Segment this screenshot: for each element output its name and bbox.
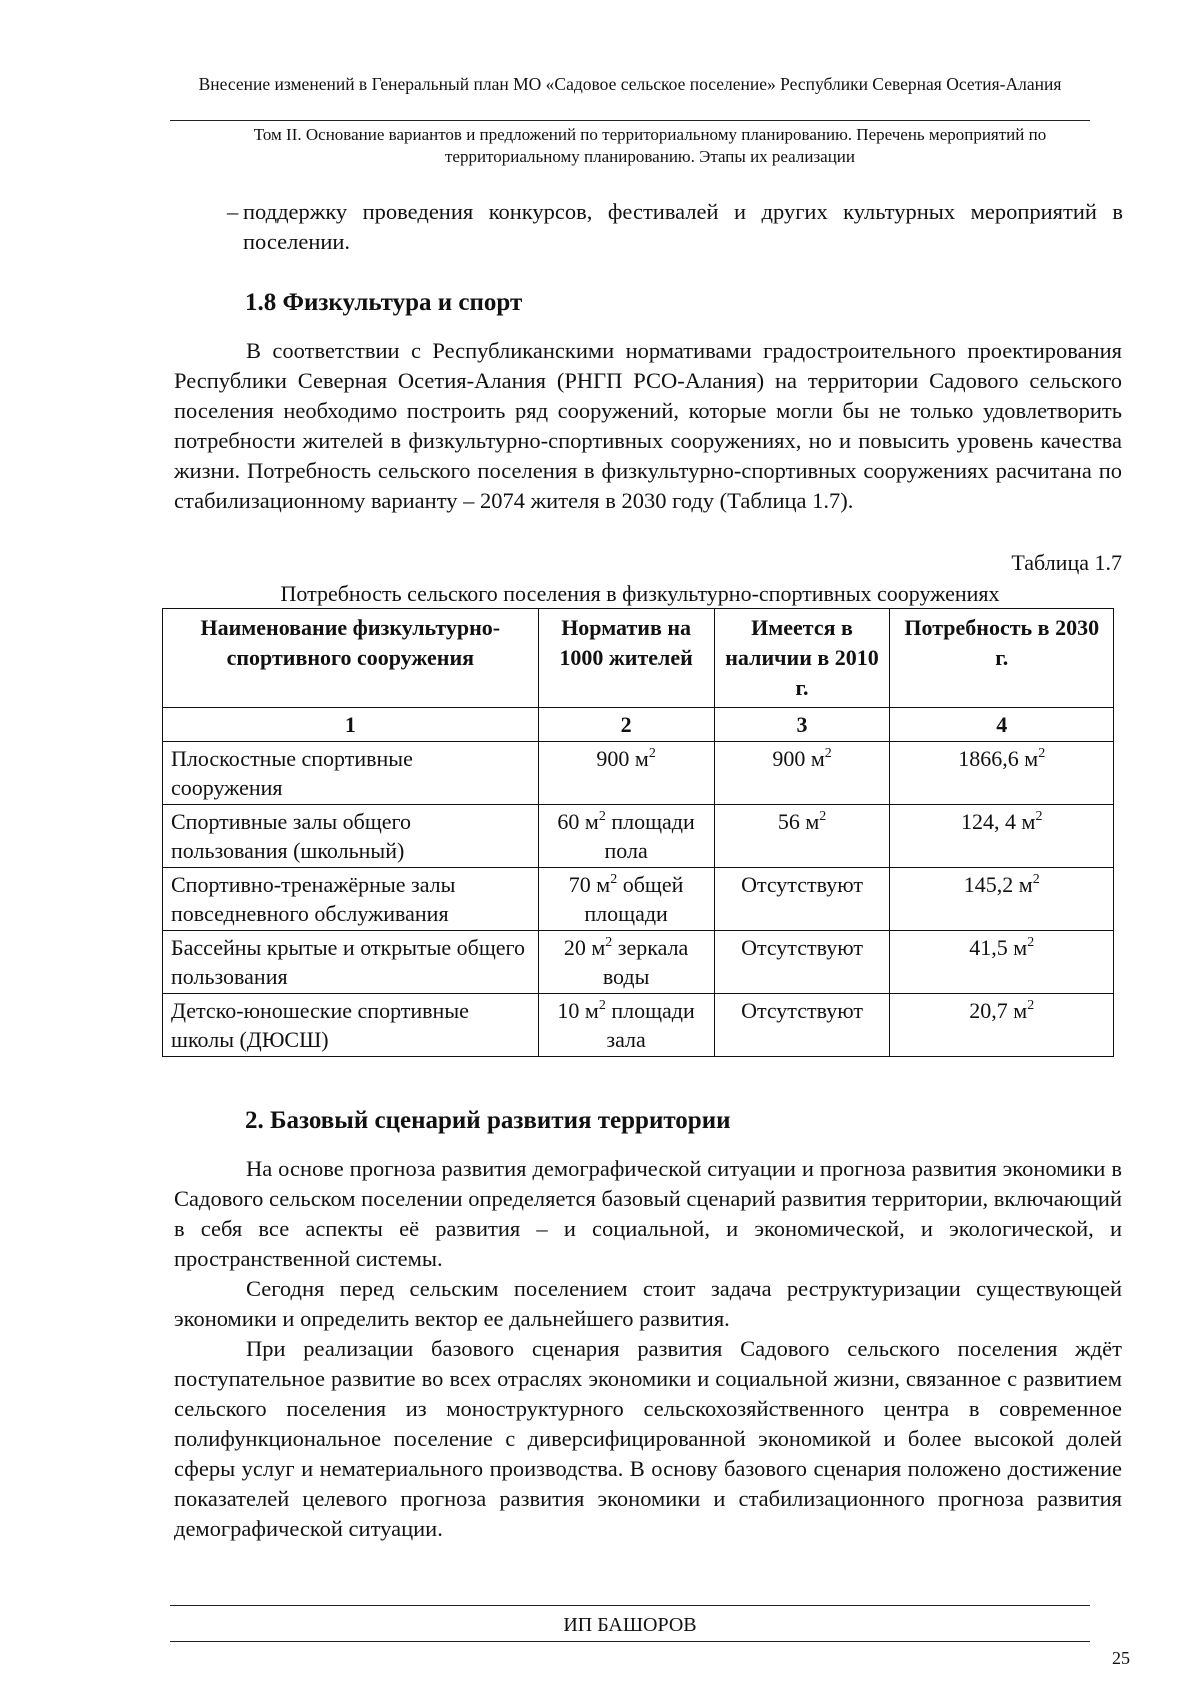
running-header-subtitle: Том II. Основание вариантов и предложений по территориальному планированию. Перечень мероприятий по территориальному планированию. Этапы их реализации [253,125,1047,166]
footer-divider-top [170,1605,1090,1606]
unit-superscript: 2 [1027,998,1035,1013]
cell-text: Отсутствуют [741,872,863,897]
cell-text: Отсутствуют [741,998,863,1023]
table-cell [890,742,1114,805]
paragraph: Сегодня перед сельским поселением стоит задача реструктуризации существующей экономики и определить вектор ее дальнейшего развития. [174,1276,1122,1331]
table-row [163,931,1114,994]
table-cell [890,868,1114,931]
column-header: Потребность в 2030 г. [890,609,1114,708]
bullet-item [227,197,1123,257]
cell-text: 41,5 м [969,935,1028,960]
table-cell [163,868,539,931]
table-cell [714,931,890,994]
footer-organization: ИП БАШОРОВ [563,1614,697,1636]
unit-superscript: 2 [1038,746,1046,761]
cell-text: Детско-юношеские спортивные школы (ДЮСШ) [171,998,469,1052]
cell-text: площади зала [605,998,695,1052]
cell-text: 900 м [772,746,825,771]
unit-superscript: 2 [605,935,613,950]
column-number: 1 [163,708,539,742]
section-heading-sport: 1.8 Физкультура и спорт [245,289,523,316]
cell-text: Бассейны крытые и открытые общего пользования [171,935,526,989]
paragraph: При реализации базового сценария развития Садового сельского поселения ждёт поступательное развитие во всех отраслях экономики и социальной жизни, связанное с развитием сельского поселения из моноструктурного сельскохозяйственного центра в современное полифункциональное поселение с диверсифицированной экономикой и более высокой долей сферы услуг и нематериального производства. В основу базового сценария положено достижение показателей целевого прогноза развития экономики и стабилизационного прогноза развития демографической ситуации. [174,1336,1122,1541]
table-cell [538,742,714,805]
table-cell [890,994,1114,1057]
cell-text: зеркала воды [602,935,689,989]
bullet-dash: – [227,199,239,224]
column-number: 3 [714,708,890,742]
cell-text: 145,2 м [963,872,1033,897]
table-cell [714,742,890,805]
cell-text: площади пола [604,809,695,863]
table-cell [714,805,890,868]
cell-text: 56 м [777,809,820,834]
cell-text: 124, 4 м [961,809,1036,834]
table-cell [890,805,1114,868]
footer-divider-bottom [170,1641,1090,1642]
table-number: Таблица 1.7 [1011,550,1122,575]
cell-text: 1866,6 м [958,746,1039,771]
section-scenario-body [174,1154,1122,1544]
table-cell [538,868,714,931]
unit-superscript: 2 [1032,872,1040,887]
unit-superscript: 2 [1027,935,1035,950]
unit-superscript: 2 [598,998,606,1013]
cell-text: Отсутствуют [741,935,863,960]
cell-text: 70 м [568,872,611,897]
table-cell [163,931,539,994]
bullet-text: поддержку проведения конкурсов, фестивалей и других культурных мероприятий в поселении. [243,199,1123,254]
table-row [163,868,1114,931]
cell-text: 60 м [557,809,599,834]
table-row [163,994,1114,1057]
paragraph: На основе прогноза развития демографической ситуации и прогноза развития экономики в Садового сельском поселении определяется базовый сценарий развития территории, включающий в себя все аспекты её развития – и социальной, и экономической, и экологической, и пространственной системы. [174,1156,1122,1271]
page-number: 25 [1112,1648,1130,1668]
cell-text: общей площади [584,872,684,926]
table-cell [714,994,890,1057]
table-caption: Потребность сельского поселения в физкультурно-спортивных сооружениях [280,581,1000,606]
unit-superscript: 2 [819,809,827,824]
section-heading-scenario: 2. Базовый сценарий развития территории [245,1107,731,1134]
table-row [163,742,1114,805]
table-cell [538,805,714,868]
table-header-row [163,609,1114,708]
cell-text: Плоскостные спортивные сооружения [171,746,413,800]
table-cell [714,868,890,931]
running-header-title: Внесение изменений в Генеральный план МО «Садовое сельское поселение» Республики Северная Осетия-Алания [198,74,1062,94]
cell-text: 10 м [557,998,599,1023]
column-number: 4 [890,708,1114,742]
unit-superscript: 2 [598,809,606,824]
column-number-row [163,708,1114,742]
cell-text: Спортивно-тренажёрные залы повседневного обслуживания [171,872,456,926]
column-header: Норматив на 1000 жителей [538,609,714,708]
table-cell [538,994,714,1057]
cell-text: 900 м [596,746,649,771]
header-divider [170,120,1090,121]
unit-superscript: 2 [648,746,656,761]
table-cell [163,742,539,805]
column-header: Имеется в наличии в 2010 г. [714,609,890,708]
table-row [163,805,1114,868]
unit-superscript: 2 [610,872,618,887]
cell-text: 20,7 м [969,998,1028,1023]
cell-text: Спортивные залы общего пользования (школьный) [171,809,412,863]
table-cell [890,931,1114,994]
column-number: 2 [538,708,714,742]
sport-facilities-table [162,608,1114,1057]
table-cell [538,931,714,994]
unit-superscript: 2 [1035,809,1043,824]
section-sport-body [174,336,1122,516]
table-cell [163,805,539,868]
table-cell [163,994,539,1057]
unit-superscript: 2 [824,746,832,761]
column-header: Наименование физкультурно-спортивного сооружения [163,609,539,708]
paragraph: В соответствии с Республиканскими нормативами градостроительного проектирования Республики Северная Осетия-Алания (РНГП РСО-Алания) на территории Садового сельского поселения необходимо построить ряд сооружений, которые могли бы не только удовлетворить потребности жителей в физкультурно-спортивных сооружениях, но и повысить уровень качества жизни. Потребность сельского поселения в физкультурно-спортивных сооружениях расчитана по стабилизационному варианту – 2074 жителя в 2030 году (Таблица 1.7). [174,338,1122,513]
cell-text: 20 м [563,935,606,960]
